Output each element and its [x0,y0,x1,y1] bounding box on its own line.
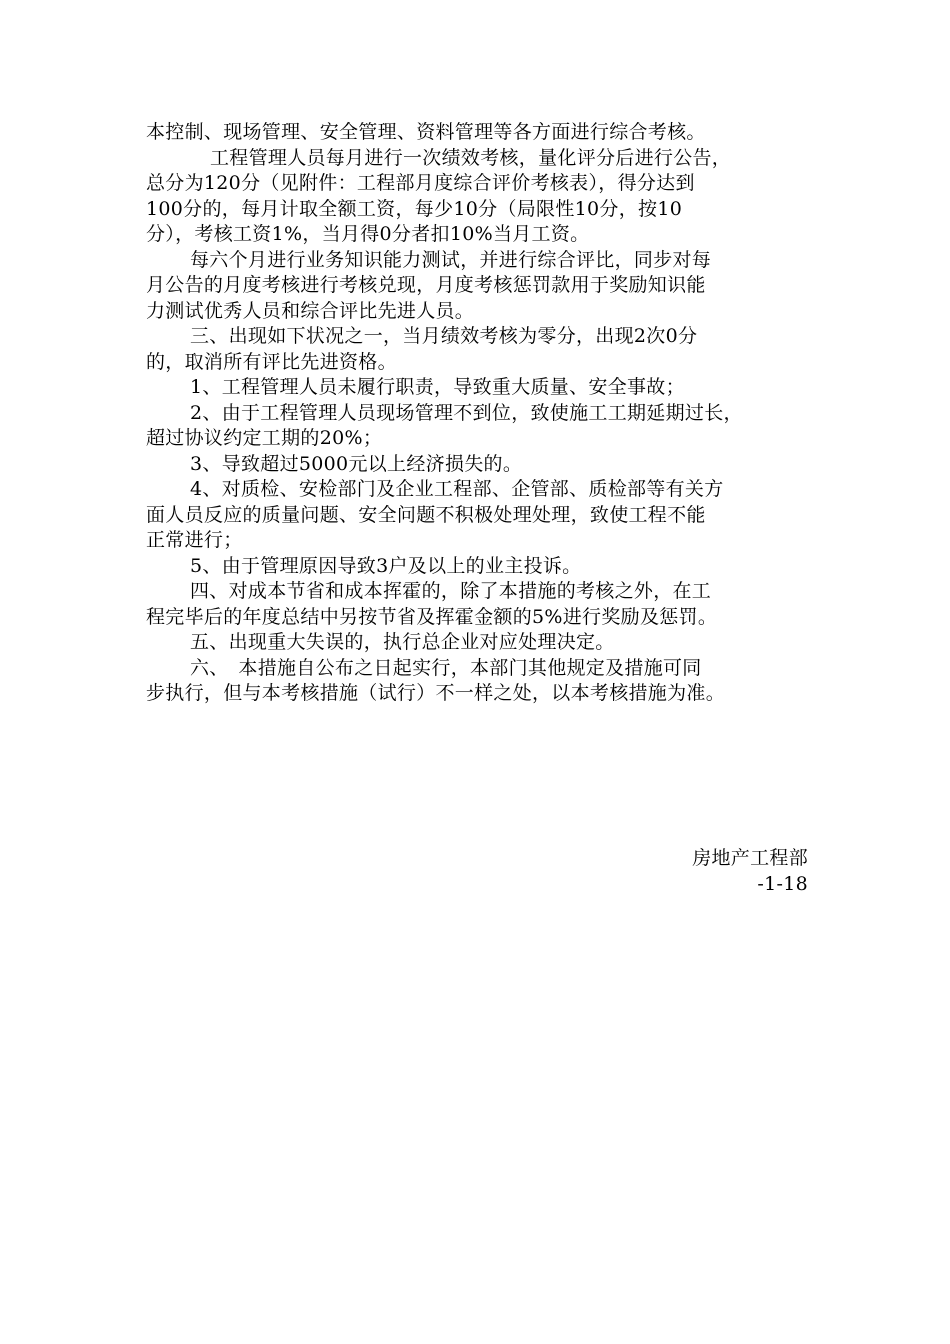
text-line: 力测试优秀人员和综合评比先进人员。 [146,299,475,322]
text-line: 本控制、现场管理、安全管理、资料管理等各方面进行综合考核。 [146,121,706,143]
text-line: 分），考核工资1%，当月得0分者扣10%当月工资。 [146,223,590,245]
text-line: 4、对质检、安检部门及企业工程部、企管部、质检部等有关方 [190,478,724,500]
text-line: 步执行，但与本考核措施（试行）不一样之处，以本考核措施为准。 [146,682,726,704]
text-line: 1、工程管理人员未履行职责，导致重大质量、安全事故； [190,376,685,398]
text-line: 三、出现如下状况之一，当月绩效考核为零分，出现2次0分 [190,325,698,347]
text-line: 面人员反应的质量问题、安全问题不积极处理处理，致使工程不能 [146,503,706,526]
text-line: 工程管理人员每月进行一次绩效考核，量化评分后进行公告， [210,146,732,169]
text-line: 正常进行； [146,529,243,551]
text-line: 月公告的月度考核进行考核兑现，月度考核惩罚款用于奖励知识能 [146,274,706,296]
text-line: 超过协议约定工期的20%； [146,427,383,449]
signature-date: -1-18 [757,872,808,895]
signature-block [600,846,808,897]
text-line: 2、由于工程管理人员现场管理不到位，致使施工工期延期过长， [190,401,743,424]
text-line: 总分为120分（见附件：工程部月度综合评价考核表），得分达到 [146,172,695,194]
text-line: 的，取消所有评比先进资格。 [146,350,397,373]
text-line: 5、由于管理原因导致3户及以上的业主投诉。 [190,554,582,577]
text-line: 3、导致超过5000元以上经济损失的。 [190,452,523,475]
text-line: 六、 本措施自公布之日起实行，本部门其他规定及措施可同 [190,656,702,679]
text-line: 四、对成本节省和成本挥霍的，除了本措施的考核之外，在工 [190,580,712,602]
text-line: 每六个月进行业务知识能力测试，并进行综合评比，同步对每 [190,248,712,271]
text-line: 程完毕后的年度总结中另按节省及挥霍金额的5%进行奖励及惩罚。 [146,605,718,628]
signature-department: 房地产工程部 [692,847,808,869]
text-line: 100分的，每月计取全额工资，每少10分（局限性10分，按10 [146,197,683,220]
text-line: 五、出现重大失误的，执行总企业对应处理决定。 [190,631,615,653]
document-body [146,120,816,707]
